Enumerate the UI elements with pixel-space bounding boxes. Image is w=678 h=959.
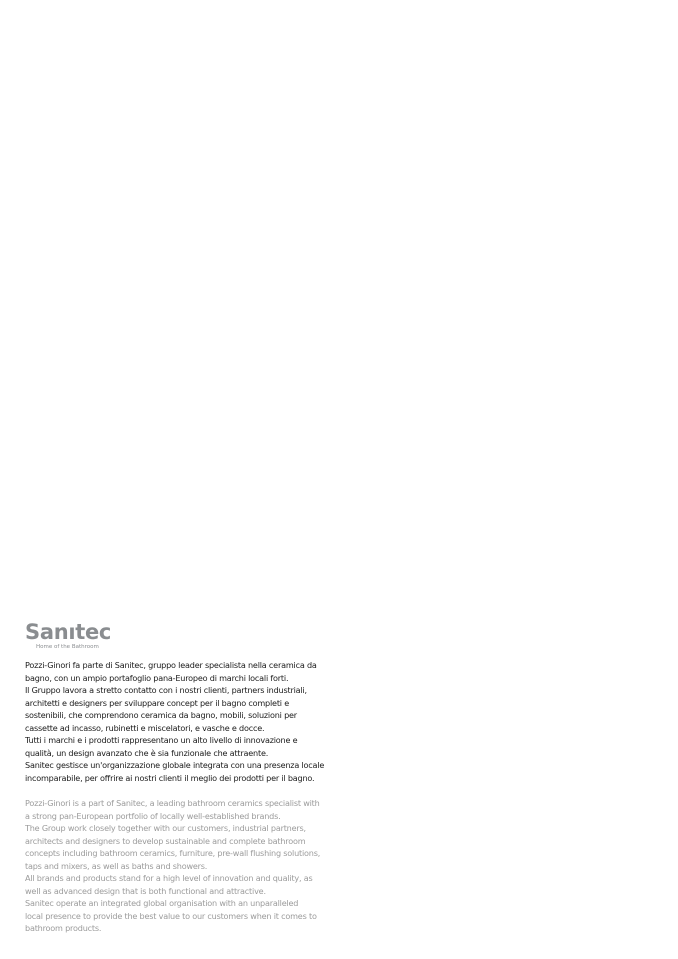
italian-line: cassette ad incasso, rubinetti e miscelatori, e vasche e docce. xyxy=(25,722,265,733)
english-line: All brands and products stand for a high level of innovation and quality, as xyxy=(25,873,313,883)
english-paragraph xyxy=(25,797,325,935)
italian-line: Il Gruppo lavora a stretto contatto con i nostri clienti, partners industriali, xyxy=(25,685,307,695)
english-line: architects and designers to develop sustainable and complete bathroom xyxy=(25,835,306,846)
italian-line: Sanitec gestisce un'organizzazione globale integrata con una presenza locale xyxy=(25,760,325,770)
italian-line: incomparabile, per offrire ai nostri clienti il meglio dei prodotti per il bagno. xyxy=(25,772,315,783)
english-line: bathroom products. xyxy=(25,923,102,933)
italian-line: sostenibili, che comprendono ceramica da bagno, mobili, soluzioni per xyxy=(25,710,297,720)
logo-wordmark: Sanıtec xyxy=(25,620,112,644)
english-line: The Group work closely together with our customers, industrial partners, xyxy=(25,823,306,833)
english-line: Sanitec operate an integrated global organisation with an unparalleled xyxy=(25,898,299,908)
italian-line: qualità, un design avanzato che è sia funzionale che attraente. xyxy=(25,747,269,758)
sanitec-logo xyxy=(25,620,111,651)
italian-line: architetti e designers per sviluppare concept per il bagno completi e xyxy=(25,697,289,708)
english-line: a strong pan-European portfolio of locally well-established brands. xyxy=(25,810,281,821)
english-line: well as advanced design that is both functional and attractive. xyxy=(25,885,266,896)
italian-paragraph xyxy=(25,659,325,784)
english-line: local presence to provide the best value to our customers when it comes to xyxy=(25,910,317,921)
english-line: concepts including bathroom ceramics, furniture, pre-wall flushing solutions, xyxy=(25,848,321,858)
italian-line: Pozzi-Ginori fa parte di Sanitec, gruppo leader specialista nella ceramica da xyxy=(25,660,317,670)
logo-tagline: Home of the Bathroom xyxy=(36,644,99,650)
italian-line: bagno, con un ampio portafoglio pana-Europeo di marchi locali forti. xyxy=(25,672,289,683)
italian-line: Tutti i marchi e i prodotti rappresentano un alto livello di innovazione e xyxy=(25,735,298,745)
english-line: taps and mixers, as well as baths and showers. xyxy=(25,860,208,871)
english-line: Pozzi-Ginori is a part of Sanitec, a leading bathroom ceramics specialist with xyxy=(25,798,320,808)
